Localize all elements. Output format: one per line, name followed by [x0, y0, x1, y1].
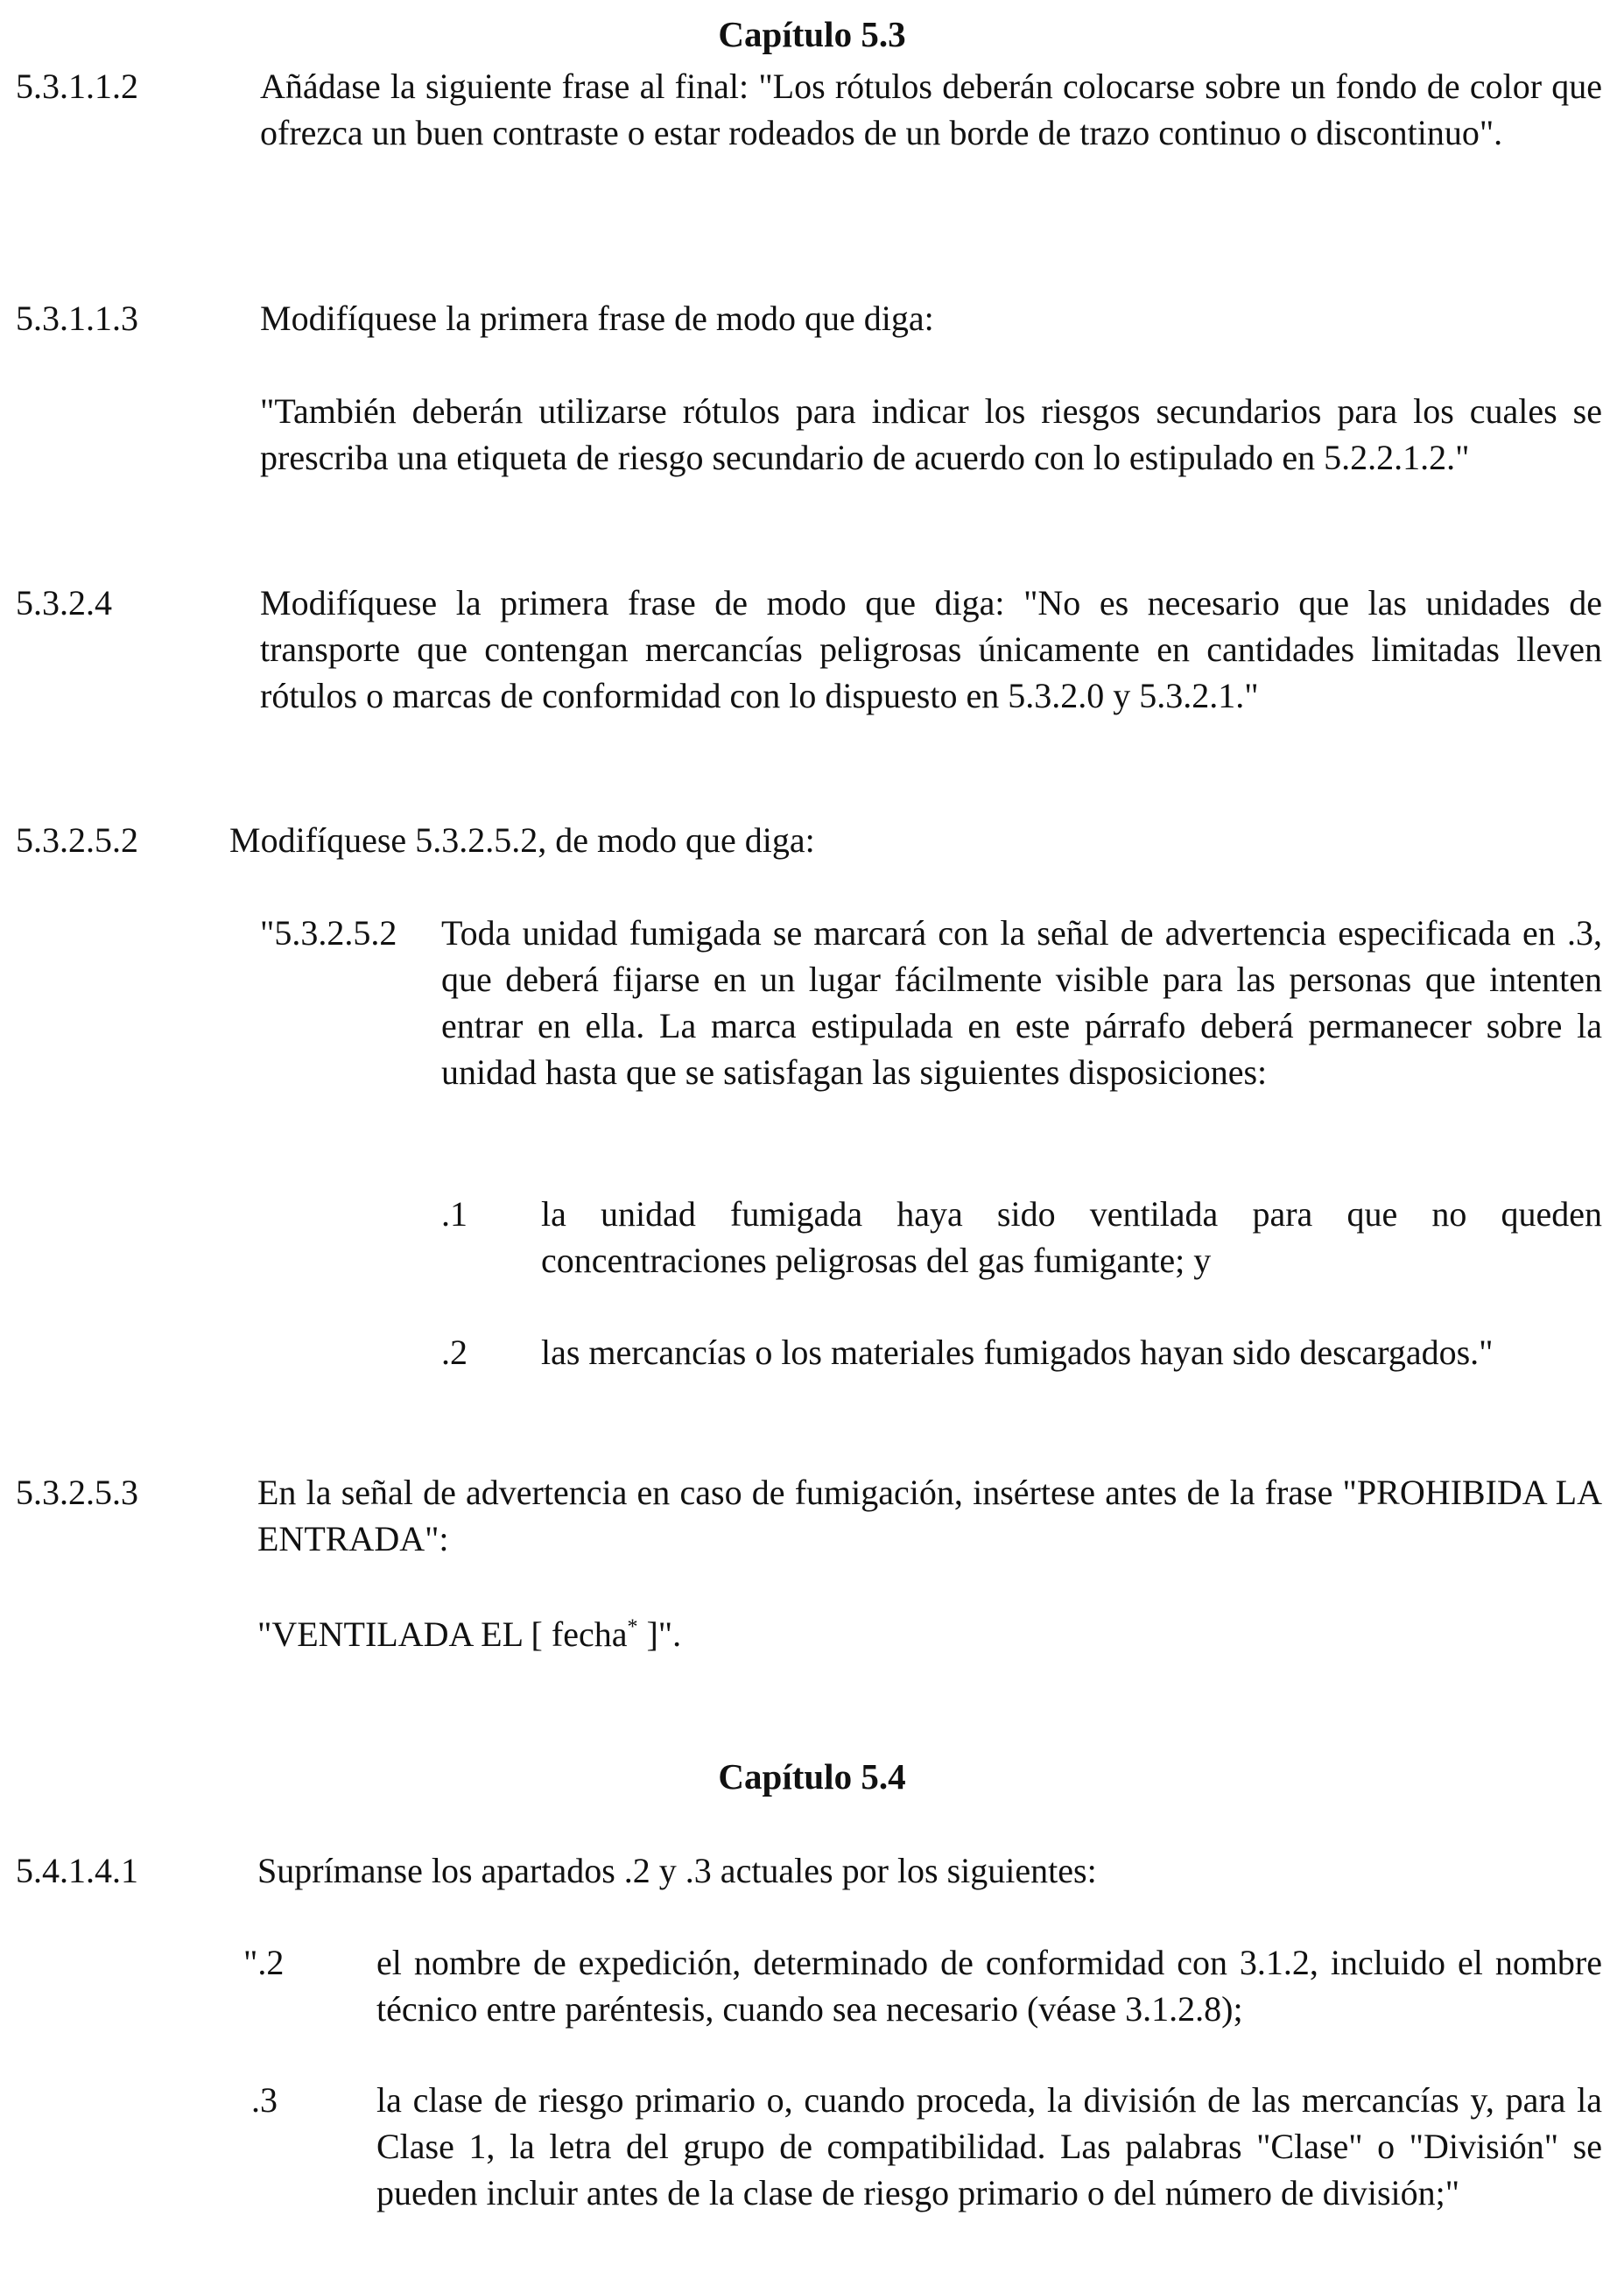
list-item-text: el nombre de expedición, determinado de conformidad con 3.1.2, incluido el nombre técnico entre paréntesis, cuando sea necesario (véase 3.1.2.8);: [376, 1943, 1602, 2029]
footnote-marker: *: [627, 1615, 638, 1639]
paragraph-text: Modifíquese la primera frase de modo que diga:: [260, 299, 934, 338]
list-item-number: .3: [251, 2080, 278, 2120]
quoted-paragraph-text: Toda unidad fumigada se marcará con la señal de advertencia especificada en .3, que deberá fijarse en un lugar fácilmente visible para las personas que intenten entrar en ella. La marca estipulada en este párrafo deberá permanecer sobre la unidad hasta que se satisfagan las siguientes disposiciones:: [441, 913, 1602, 1092]
paragraph-text: Añádase la siguiente frase al final: "Los rótulos deberán colocarse sobre un fondo de color que ofrezca un buen contraste o estar rodeados de un borde de trazo continuo o discontinuo".: [260, 67, 1602, 152]
quoted-amendment: "También deberán utilizarse rótulos para indicar los riesgos secundarios para los cuales se prescriba una etiqueta de riesgo secundario de acuerdo con lo estipulado en 5.2.2.1.2.": [260, 391, 1602, 477]
paragraph-number: 5.3.1.1.2: [16, 67, 138, 106]
list-item-text: las mercancías o los materiales fumigados hayan sido descargados.": [541, 1333, 1494, 1372]
quote-end: ]".: [637, 1614, 682, 1654]
list-item-number: .1: [441, 1194, 468, 1234]
paragraph-text: Modifíquese la primera frase de modo que diga: "No es necesario que las unidades de transporte que contengan mercancías peligrosas únicamente en cantidades limitadas lleven rótulos o marcas de conformidad con lo dispuesto en 5.3.2.0 y 5.3.2.1.": [260, 583, 1602, 715]
paragraph-number: 5.4.1.4.1: [16, 1851, 138, 1890]
chapter-heading-5-3: Capítulo 5.3: [718, 14, 906, 54]
paragraph-number: 5.3.2.5.3: [16, 1473, 138, 1512]
paragraph-number: 5.3.2.5.2: [16, 820, 138, 860]
list-item-number: ".2: [243, 1943, 285, 1982]
quoted-amendment: [257, 1611, 1602, 1657]
quoted-paragraph-number: "5.3.2.5.2: [260, 913, 397, 953]
paragraph-text: Modifíquese 5.3.2.5.2, de modo que diga:: [229, 820, 815, 860]
list-item-text: la unidad fumigada haya sido ventilada para que no queden concentraciones peligrosas del gas fumigante; y: [541, 1194, 1602, 1280]
paragraph-number: 5.3.1.1.3: [16, 299, 138, 338]
paragraph-number: 5.3.2.4: [16, 583, 112, 622]
list-item-text: la clase de riesgo primario o, cuando proceda, la división de las mercancías y, para la Clase 1, la letra del grupo de compatibilidad. Las palabras "Clase" o "División" se pueden incluir antes de la clase de riesgo primario o del número de división;": [376, 2080, 1602, 2212]
quote-start: "VENTILADA EL [ fecha: [257, 1614, 628, 1654]
chapter-heading-5-4: Capítulo 5.4: [718, 1756, 906, 1797]
paragraph-text: Suprímanse los apartados .2 y .3 actuales por los siguientes:: [257, 1851, 1097, 1890]
list-item-number: .2: [441, 1333, 468, 1372]
paragraph-text: En la señal de advertencia en caso de fumigación, insértese antes de la frase "PROHIBIDA LA ENTRADA":: [257, 1473, 1602, 1558]
